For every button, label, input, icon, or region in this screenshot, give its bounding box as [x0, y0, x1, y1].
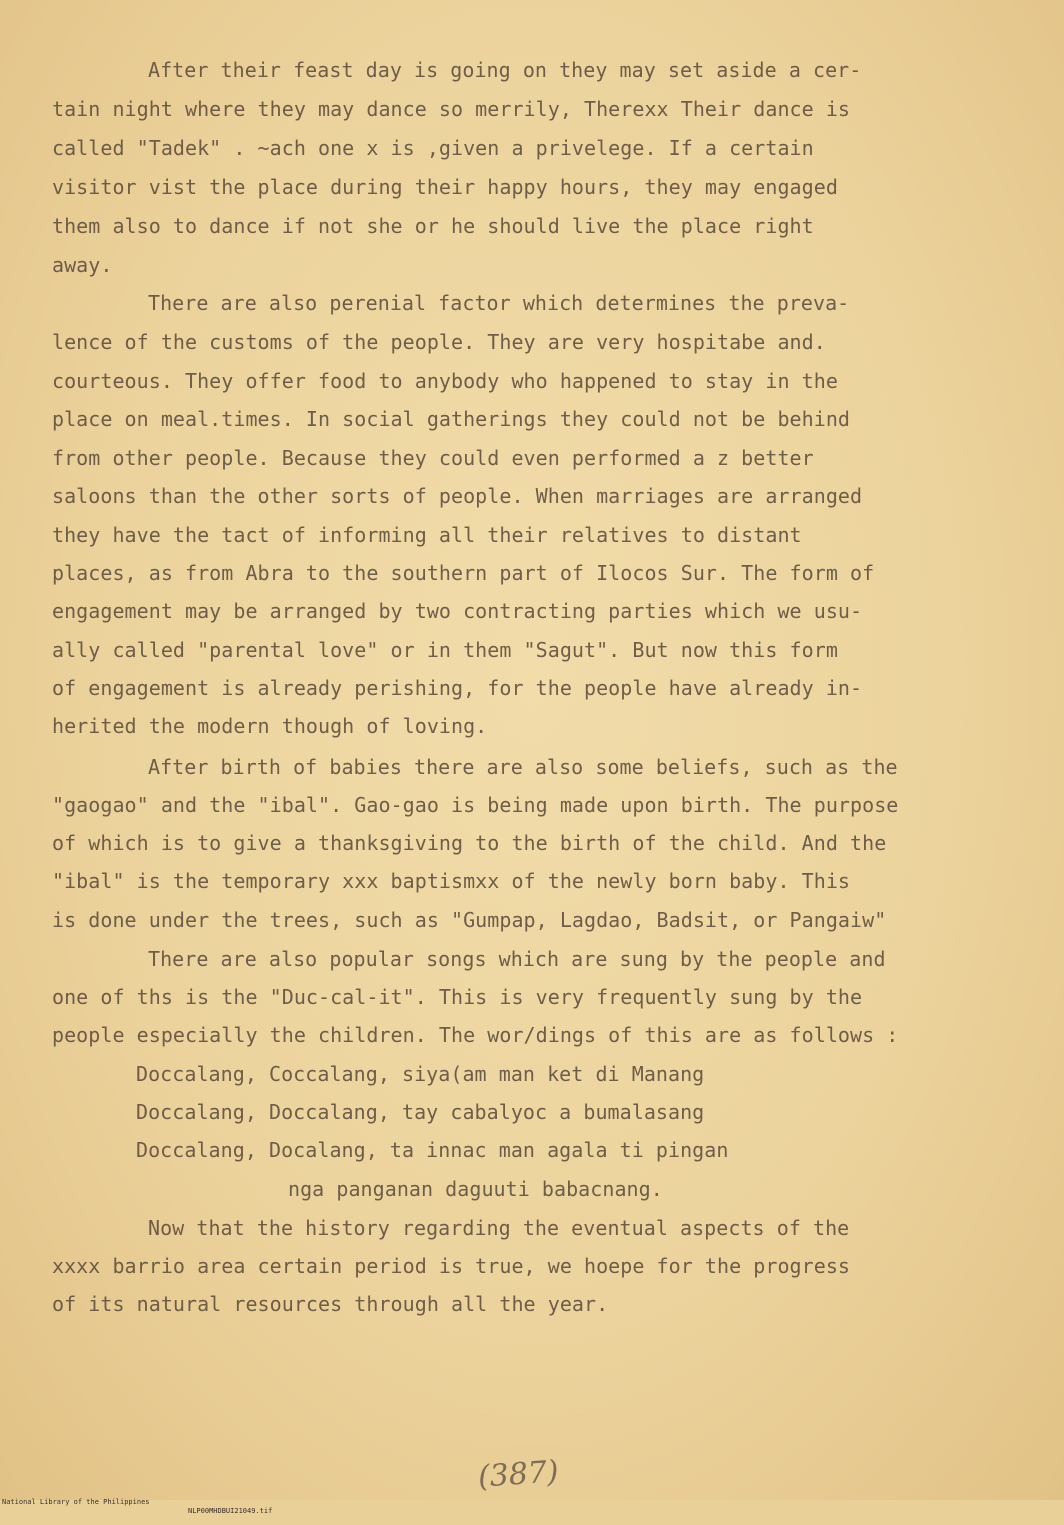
- page-number: (387): [476, 1454, 560, 1495]
- text-line: of engagement is already perishing, for the people have already in-: [52, 676, 863, 700]
- text-line: away.: [52, 253, 113, 277]
- text-line: saloons than the other sorts of people. When marriages are arranged: [52, 484, 863, 508]
- text-line: "ibal" is the temporary xxx baptismxx of the newly born baby. This: [52, 869, 851, 893]
- text-line: After birth of babies there are also some beliefs, such as the: [148, 755, 898, 779]
- text-line: ally called "parental love" or in them "Sagut". But now this form: [52, 638, 838, 662]
- text-line: Now that the history regarding the eventual aspects of the: [148, 1216, 850, 1240]
- footer: [0, 1489, 273, 1525]
- text-line: There are also popular songs which are sung by the people and: [148, 947, 886, 971]
- text-line: lence of the customs of the people. They are very hospitabe and.: [52, 330, 826, 354]
- text-line: places, as from Abra to the southern part of Ilocos Sur. The form of: [52, 561, 875, 585]
- text-line: After their feast day is going on they may set aside a cer-: [148, 58, 862, 82]
- song-line: Doccalang, Coccalang, siya(am man ket di Manang: [136, 1062, 705, 1086]
- song-line: Doccalang, Docalang, ta innac man agala ti pingan: [136, 1138, 729, 1162]
- text-line: called "Tadek" . ~ach one x is ,given a privelege. If a certain: [52, 136, 814, 160]
- text-line: visitor vist the place during their happy hours, they may engaged: [52, 175, 838, 199]
- text-line: of its natural resources through all the year.: [52, 1292, 609, 1316]
- text-line: they have the tact of informing all their relatives to distant: [52, 523, 802, 547]
- text-line: tain night where they may dance so merrily, Therexx Their dance is: [52, 97, 851, 121]
- text-line: them also to dance if not she or he should live the place right: [52, 214, 814, 238]
- text-line: "gaogao" and the "ibal". Gao-gao is being made upon birth. The purpose: [52, 793, 899, 817]
- text-line: people especially the children. The wor/dings of this are as follows :: [52, 1023, 899, 1047]
- text-line: is done under the trees, such as "Gumpap, Lagdao, Badsit, or Pangaiw": [52, 908, 887, 932]
- text-line: courteous. They offer food to anybody who happened to stay in the: [52, 369, 838, 393]
- text-line: place on meal.times. In social gatherings they could not be behind: [52, 407, 851, 431]
- song-line: Doccalang, Doccalang, tay cabalyoc a bumalasang: [136, 1100, 705, 1124]
- footer-filename: NLP00MHDBUI21049.tif: [188, 1507, 273, 1515]
- text-line: engagement may be arranged by two contracting parties which we usu-: [52, 599, 863, 623]
- text-line: from other people. Because they could even performed a z better: [52, 446, 814, 470]
- text-line: xxxx barrio area certain period is true, we hoepe for the progress: [52, 1254, 851, 1278]
- song-line: nga panganan daguuti babacnang.: [288, 1177, 663, 1201]
- text-line: one of ths is the "Duc-cal-it". This is very frequently sung by the: [52, 985, 863, 1009]
- footer-library: National Library of the Philippines: [2, 1498, 150, 1506]
- text-line: There are also perenial factor which determines the preva-: [148, 291, 850, 315]
- text-line: herited the modern though of loving.: [52, 714, 488, 738]
- text-line: of which is to give a thanksgiving to the birth of the child. And the: [52, 831, 887, 855]
